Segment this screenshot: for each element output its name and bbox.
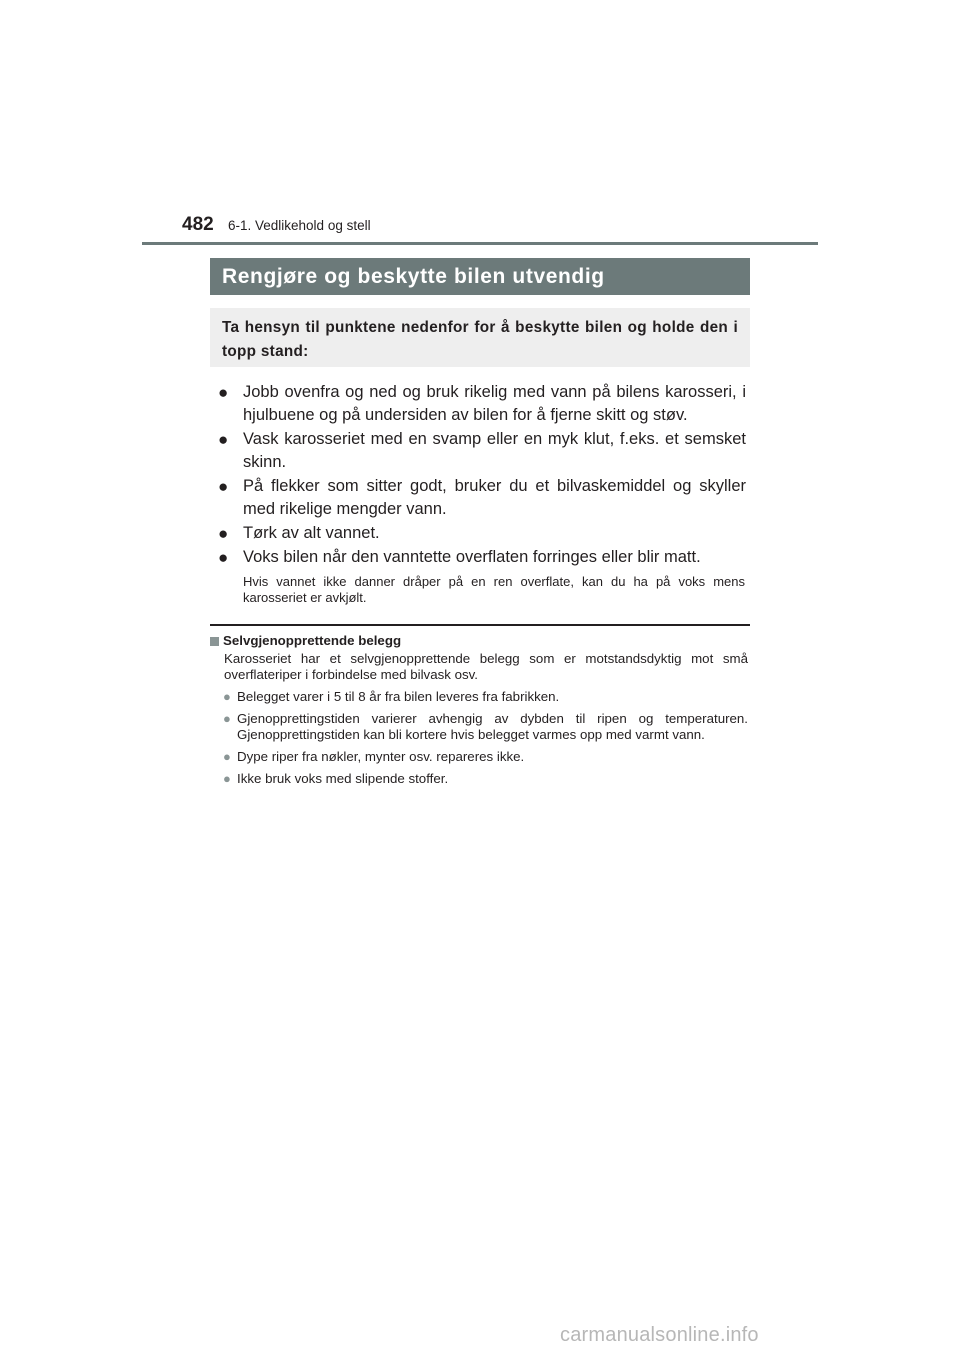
intro-box <box>210 308 750 367</box>
bullet-icon: ● <box>218 524 229 543</box>
page-number: 482 <box>182 214 214 235</box>
bullet-icon: ● <box>218 548 229 567</box>
square-bullet-icon <box>210 637 219 646</box>
bullet-icon: ● <box>223 711 231 726</box>
intro-text: Ta hensyn til punktene nedenfor for å beskytte bilen og holde den i topp stand: <box>222 319 738 360</box>
bullet-icon: ● <box>223 749 231 764</box>
bullet-icon: ● <box>218 430 229 449</box>
list-item <box>218 475 746 521</box>
bullet-icon: ● <box>223 771 231 786</box>
title-bar <box>210 258 750 295</box>
main-list <box>218 381 746 570</box>
subsection-rule <box>210 624 750 626</box>
section-label: 6-1. Vedlikehold og stell <box>228 218 371 233</box>
bullet-icon: ● <box>223 689 231 704</box>
list-item-text: Vask karosseriet med en svamp eller en myk klut, f.eks. et semsket skinn. <box>243 430 746 471</box>
list-item <box>218 522 746 545</box>
subsection-heading <box>210 632 748 650</box>
page-title: Rengjøre og beskytte bilen utvendig <box>222 264 605 288</box>
subsection <box>210 632 748 793</box>
list-item-text: Jobb ovenfra og ned og bruk rikelig med vann på bilens karosseri, i hjulbuene og på undersiden av bilen for å fjerne skitt og støv. <box>243 383 746 424</box>
list-item <box>210 771 748 787</box>
list-item-text: Voks bilen når den vanntette overflaten forringes eller blir matt. <box>243 548 701 566</box>
list-item <box>210 689 748 705</box>
note-text: Hvis vannet ikke danner dråper på en ren overflate, kan du ha på voks mens karosseriet er avkjølt. <box>243 574 745 605</box>
subsection-heading-text: Selvgjenopprettende belegg <box>223 633 402 648</box>
page-header <box>182 214 371 236</box>
list-item <box>218 381 746 427</box>
list-item-text: Belegget varer i 5 til 8 år fra bilen leveres fra fabrikken. <box>237 689 560 704</box>
list-item <box>218 428 746 474</box>
watermark: carmanualsonline.info <box>560 1324 759 1346</box>
subsection-description: Karosseriet har et selvgjenopprettende belegg som er motstandsdyktig mot små overflateriper i forbindelse med bilvask osv. <box>224 651 748 682</box>
list-item <box>210 711 748 743</box>
subsection-list <box>210 689 748 787</box>
list-item-text: Ikke bruk voks med slipende stoffer. <box>237 771 449 786</box>
header-rule <box>142 242 818 245</box>
list-item <box>210 749 748 765</box>
list-item-text: På flekker som sitter godt, bruker du et bilvaskemiddel og skyller med rikelige mengder vann. <box>243 477 746 518</box>
bullet-icon: ● <box>218 383 229 402</box>
list-item-text: Dype riper fra nøkler, mynter osv. repareres ikke. <box>237 749 525 764</box>
list-item-text: Tørk av alt vannet. <box>243 524 380 542</box>
list-item <box>218 546 746 569</box>
bullet-icon: ● <box>218 477 229 496</box>
list-item-text: Gjenopprettingstiden varierer avhengig av dybden til ripen og temperaturen. Gjenopprettingstiden kan bli kortere hvis belegget varmes opp med varmt vann. <box>237 711 748 742</box>
